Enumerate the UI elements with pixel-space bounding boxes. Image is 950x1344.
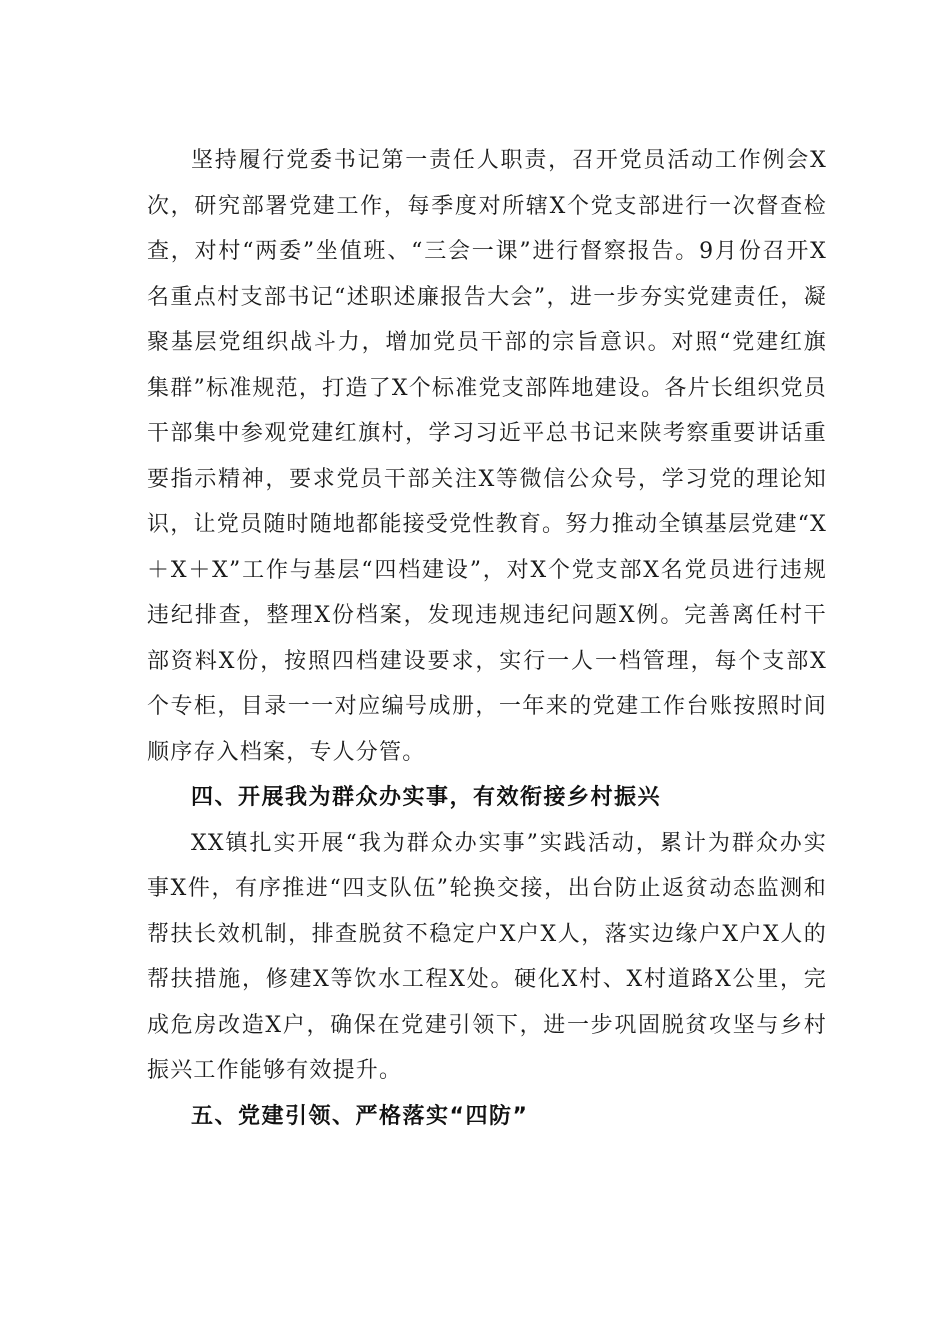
paragraph-party-building-duties: 坚持履行党委书记第一责任人职责，召开党员活动工作例会X次，研究部署党建工作，每季度对所辖X个党支部进行一次督查检查，对村“两委”坐值班、“三会一课”进行督察报告。9月份召开X名重点村支部书记“述职述廉报告大会”，进一步夯实党建责任，凝聚基层党组织战斗力，增加党员干部的宗旨意识。对照“党建红旗集群”标准规范，打造了X个标准党支部阵地建设。各片长组织党员干部集中参观党建红旗村，学习习近平总书记来陕考察重要讲话重要指示精神，要求党员干部关注X等微信公众号，学习党的理论知识，让党员随时随地都能接受党性教育。努力推动全镇基层党建“X＋X＋X”工作与基层“四档建设”，对X个党支部X名党员进行违规违纪排查，整理X份档案，发现违规违纪问题X例。完善离任村干部资料X份，按照四档建设要求，实行一人一档管理，每个支部X个专柜，目录一一对应编号成册，一年来的党建工作台账按照时间顺序存入档案，专人分管。 xyxy=(147,148,827,765)
paragraph-practical-work-for-masses: XX镇扎实开展“我为群众办实事”实践活动，累计为群众办实事X件，有序推进“四支队伍”轮换交接，出台防止返贫动态监测和帮扶长效机制，排查脱贫不稳定户X户X人，落实边缘户X户X人的帮扶措施，修建X等饮水工程X处。硬化X村、X村道路X公里，完成危房改造X户，确保在党建引领下，进一步巩固脱贫攻坚与乡村振兴工作能够有效提升。 xyxy=(147,830,827,1083)
document-body xyxy=(147,138,827,1139)
section-heading-4: 四、开展我为群众办实事，有效衔接乡村振兴 xyxy=(191,785,662,810)
section-heading-5: 五、党建引领、严格落实“四防” xyxy=(191,1103,529,1129)
